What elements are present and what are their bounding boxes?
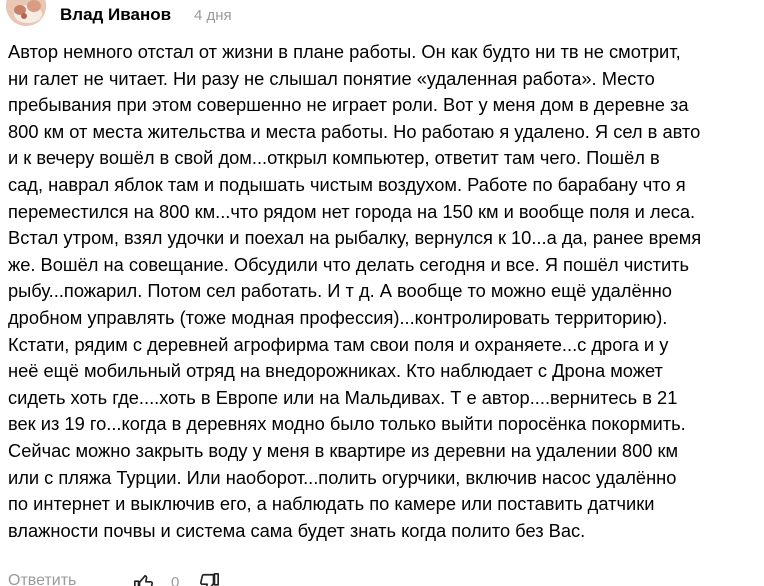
comment-text-line: неё ещё мобильный отряд на внедорожниках. Кто наблюдает с Дрона может <box>8 360 663 382</box>
comment-text-line: 800 км от места жительства и места работы. Но работаю я удалено. Я сел в авто <box>8 120 701 142</box>
comment-text-line: и к вечеру вошёл в свой дом...открыл компьютер, ответит там чего. Пошёл в <box>8 147 660 169</box>
comment-text-line: влажности почвы и система сама будет знать когда полито без Вас. <box>8 519 586 541</box>
comment-text-line: по интернет и выключив его, а наблюдать по камере или поставить датчики <box>8 493 655 515</box>
comment-text-line: сидеть хоть где....хоть в Европе или на Мальдивах. Т е автор....вернитесь в 21 <box>8 386 678 408</box>
comment-text-line: ни галет не читает. Ни разу не слышал понятие «удаленная работа». Место <box>8 67 655 89</box>
comment-text-line: сад, наврал яблок там и подышать чистым воздухом. Работе по барабану что я <box>8 173 686 195</box>
thumbs-down-icon[interactable] <box>198 572 220 586</box>
comment-text <box>8 39 758 544</box>
comment-actions <box>8 572 308 586</box>
comment-text-line: Кстати, рядим с деревней агрофирма там свои поля и охраняете...с дрога и у <box>8 333 669 355</box>
comment-text-line: дробном управлять (тоже модная профессия)...контролировать территорию). <box>8 306 668 328</box>
comment-text-line: или с пляжа Турции. Или наоборот...полить огурчики, включив насос удалённо <box>8 466 677 488</box>
comment-text-line: Сейчас можно закрыть воду у меня в квартире из деревни на удалении 800 км <box>8 439 679 461</box>
reply-button[interactable]: Ответить <box>8 572 77 586</box>
comment-time: 4 дня <box>194 7 232 24</box>
comment-text-line: Автор немного отстал от жизни в плане работы. Он как будто ни тв не смотрит, <box>8 41 681 62</box>
comment-text-line: же. Вошёл на совещание. Обсудили что делать сегодня и все. Я пошёл чистить <box>8 253 690 275</box>
avatar[interactable] <box>6 0 46 26</box>
comment-text-line: переместился на 800 км...что рядом нет города на 150 км и вообще поля и леса. <box>8 200 696 222</box>
comment-text-line: пребывания при этом совершенно не играет роли. Вот у меня дом в деревне за <box>8 94 689 116</box>
comment-text-line: Встал утром, взял удочки и поехал на рыбалку, вернулся к 10...а да, ранее время <box>8 227 702 249</box>
comment-text-line: век из 19 го...когда в деревнях модно было только выйти поросёнка покормить. <box>8 413 686 435</box>
author-name[interactable]: Влад Иванов <box>60 5 172 24</box>
thumbs-up-icon[interactable] <box>133 572 155 586</box>
like-count: 0 <box>171 574 180 586</box>
comment-text-line: рыбу...пожарил. Потом сел работать. И т д. А вообще то можно ещё удалённо <box>8 280 672 302</box>
avatar-image-icon <box>6 0 46 26</box>
